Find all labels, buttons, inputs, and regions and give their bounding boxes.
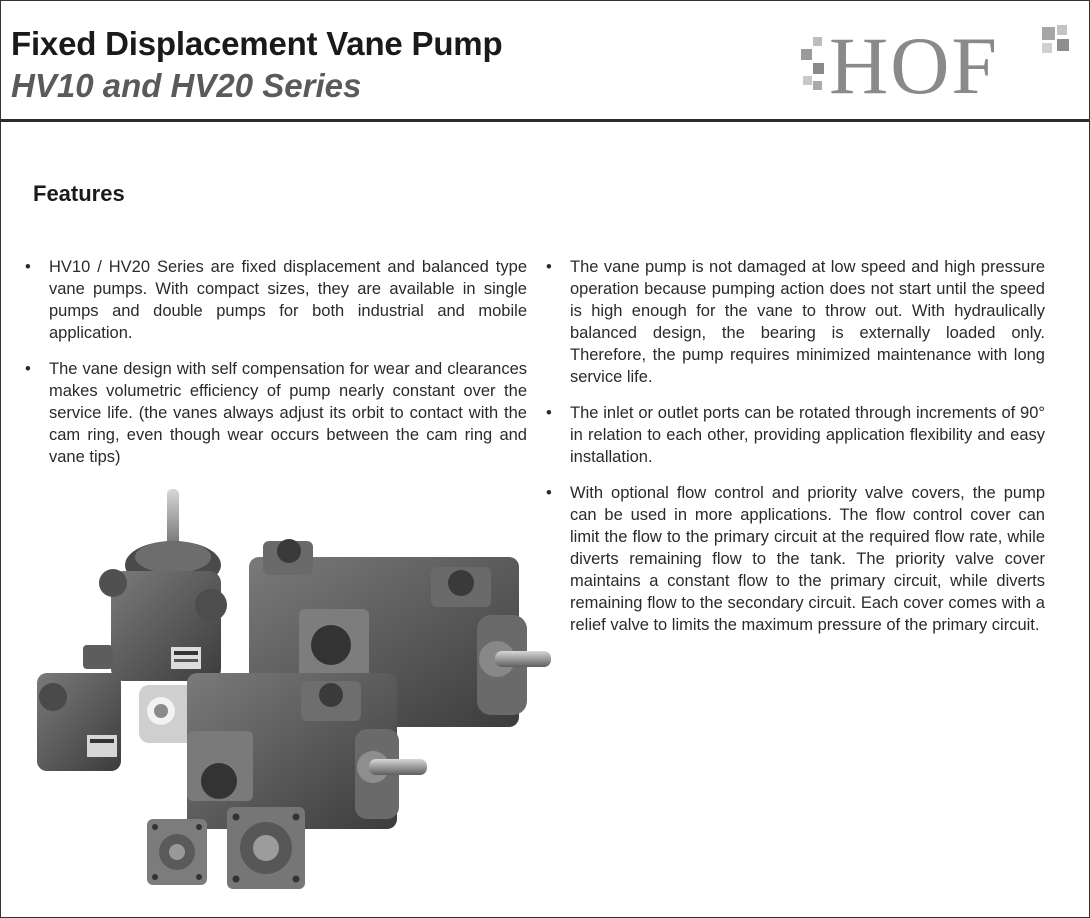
feature-text: The vane pump is not damaged at low speed and high pressure operation because pumping action does not start until the speed is high enough for the vane to throw out. With hydraulically balanced design, the bearing is externally loaded only. Therefore, the pump requires minimized maintenance with long service life. [570,258,1045,386]
feature-item [544,256,1045,388]
logo-square [1057,25,1067,35]
pump-vertical-shaft [99,489,227,681]
logo-square [801,49,812,60]
bullet: • [546,404,552,422]
feature-item [23,256,527,344]
logo-square [1042,27,1055,40]
hof-logo [799,19,1077,101]
features-right-column [544,256,1045,650]
feature-text: With optional flow control and priority valve covers, the pump can be used in more applications. The flow control cover can limit the flow to the primary circuit at the required flow rate, while diverts remaining flow to the tank. The priority valve cover maintains a constant flow to the primary circuit, while diverts remaining flow to the secondary circuit. Each cover comes with a relief valve to limits the maximum pressure of the primary circuit. [570,484,1045,634]
feature-text: The vane design with self compensation for wear and clearances makes volumetric efficiency of pump nearly constant over the service life. (the vanes always adjust its orbit to contact with the cam ring, even though wear occurs between the cam ring and vane tips) [49,360,527,466]
feature-item [23,358,527,468]
bullet: • [546,258,552,276]
vane-pumps-photo [31,485,561,895]
feature-item [544,402,1045,468]
page-title: Fixed Displacement Vane Pump [11,25,503,62]
feature-item [544,482,1045,636]
logo-square [813,63,824,74]
cover-plate-large [227,807,305,889]
logo-square [803,76,812,85]
pump-front-with-cover [139,673,427,829]
feature-text: HV10 / HV20 Series are fixed displacement and balanced type vane pumps. With compact sizes, they are available in single pumps and double pumps for both industrial and mobile application. [49,258,527,342]
features-heading: Features [33,181,125,206]
logo-text: HOF [829,20,1000,101]
page-subtitle: HV10 and HV20 Series [11,67,362,104]
bullet: • [25,360,31,378]
cover-plate-small [147,819,207,885]
feature-text: The inlet or outlet ports can be rotated through increments of 90° in relation to each other, providing application flexibility and easy installation. [570,404,1045,466]
logo-square [1042,43,1052,53]
logo-square [1057,39,1069,51]
logo-square [813,37,822,46]
bullet: • [546,484,552,502]
bullet: • [25,258,31,276]
page-header [1,1,1089,122]
features-left-column [23,256,527,482]
logo-square [813,81,822,90]
pump-small-side [37,645,121,771]
